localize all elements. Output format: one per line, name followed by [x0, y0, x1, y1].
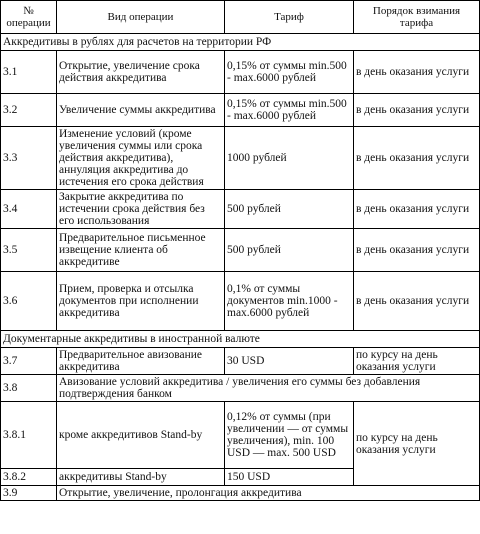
row-operation: Предварительное авизование аккредитива — [57, 348, 225, 375]
row-tariff: 0,12% от суммы (при увеличении — от суммы увеличения), min. 100 USD — max. 500 USD — [225, 402, 354, 469]
row-number: 3.8.1 — [1, 402, 57, 469]
row-tariff: 500 рублей — [225, 229, 354, 272]
row-charge-order: в день оказания услуги — [354, 272, 480, 331]
table-row — [1, 229, 480, 272]
row-charge-order: по курсу на день оказания услуги — [354, 402, 480, 486]
row-tariff: 0,15% от суммы min.500 - max.6000 рублей — [225, 51, 354, 94]
row-number: 3.2 — [1, 94, 57, 127]
header-operation-number: № операции — [1, 1, 57, 34]
row-tariff: 0,1% от суммы документов min.1000 - max.6000 рублей — [225, 272, 354, 331]
row-tariff: 500 рублей — [225, 190, 354, 229]
row-operation: Открытие, увеличение срока действия аккредитива — [57, 51, 225, 94]
row-tariff: 30 USD — [225, 348, 354, 375]
row-number: 3.1 — [1, 51, 57, 94]
row-charge-order: в день оказания услуги — [354, 94, 480, 127]
table-row — [1, 94, 480, 127]
section-row-fx — [1, 331, 480, 348]
table-row — [1, 127, 480, 190]
table-row — [1, 272, 480, 331]
row-number: 3.3 — [1, 127, 57, 190]
section-title-fx: Документарные аккредитивы в иностранной валюте — [1, 331, 480, 348]
row-number: 3.8 — [1, 375, 57, 402]
table-row — [1, 51, 480, 94]
row-operation: кроме аккредитивов Stand-by — [57, 402, 225, 469]
row-number: 3.6 — [1, 272, 57, 331]
table-row — [1, 486, 480, 501]
row-operation: Открытие, увеличение, пролонгация аккредитива — [57, 486, 480, 501]
row-tariff: 1000 рублей — [225, 127, 354, 190]
section-title-rub: Аккредитивы в рублях для расчетов на территории РФ — [1, 34, 480, 51]
row-number: 3.8.2 — [1, 469, 57, 486]
row-operation: Прием, проверка и отсылка документов при исполнении аккредитива — [57, 272, 225, 331]
header-tariff: Тариф — [225, 1, 354, 34]
row-charge-order: по курсу на день оказания услуги — [354, 348, 480, 375]
row-operation: Увеличение суммы аккредитива — [57, 94, 225, 127]
section-row-rub — [1, 34, 480, 51]
table-row — [1, 190, 480, 229]
table-row — [1, 375, 480, 402]
row-tariff: 0,15% от суммы min.500 - max.6000 рублей — [225, 94, 354, 127]
header-operation-type: Вид операции — [57, 1, 225, 34]
header-row — [1, 1, 480, 34]
table-row — [1, 402, 480, 469]
row-number: 3.4 — [1, 190, 57, 229]
row-operation: Закрытие аккредитива по истечении срока действия без его использования — [57, 190, 225, 229]
row-operation: Авизование условий аккредитива / увеличения его суммы без добавления подтверждения банком — [57, 375, 480, 402]
row-tariff: 150 USD — [225, 469, 354, 486]
row-operation: Предварительное письменное извещение клиента об аккредитиве — [57, 229, 225, 272]
row-charge-order: в день оказания услуги — [354, 51, 480, 94]
table-row — [1, 348, 480, 375]
row-number: 3.5 — [1, 229, 57, 272]
row-charge-order: в день оказания услуги — [354, 190, 480, 229]
row-operation: аккредитивы Stand-by — [57, 469, 225, 486]
header-charge-order: Порядок взимания тарифа — [354, 1, 480, 34]
row-charge-order: в день оказания услуги — [354, 229, 480, 272]
row-number: 3.9 — [1, 486, 57, 501]
row-number: 3.7 — [1, 348, 57, 375]
row-charge-order: в день оказания услуги — [354, 127, 480, 190]
row-operation: Изменение условий (кроме увеличения суммы или срока действия аккредитива), аннуляция аккредитива до истечения его срока действия — [57, 127, 225, 190]
